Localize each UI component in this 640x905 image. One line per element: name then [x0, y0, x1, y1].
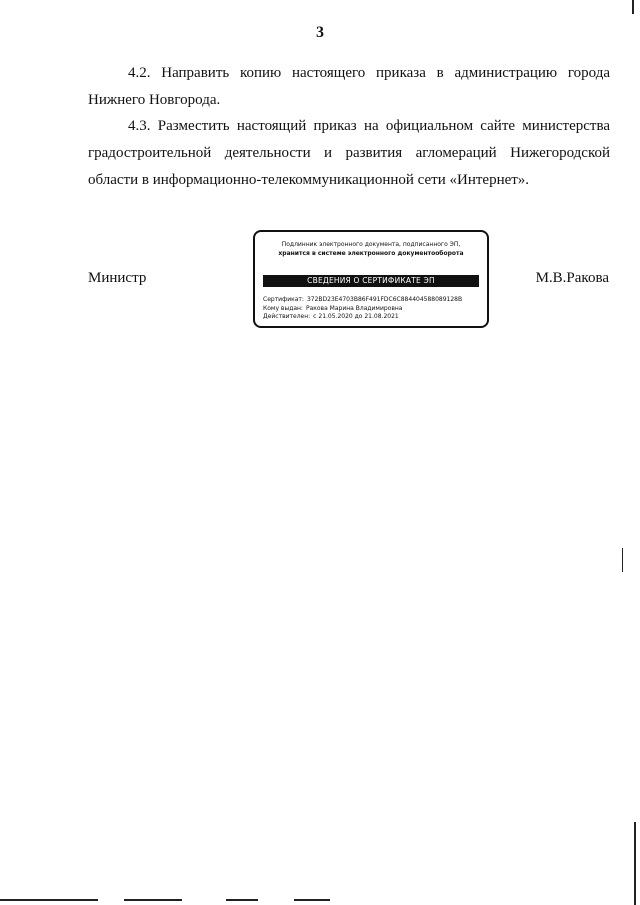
paragraph-4-2: 4.2. Направить копию настоящего приказа в администрацию города Нижнего Новгорода. — [88, 65, 610, 108]
certificate-label: Сертификат: — [263, 296, 304, 303]
validity-row — [263, 313, 481, 322]
stamp-header-line-2: хранится в системе электронного документооборота — [278, 250, 464, 257]
issued-to-label: Кому выдан: — [263, 304, 303, 312]
scan-artifact — [294, 899, 330, 901]
certificate-row — [263, 296, 481, 305]
electronic-signature-stamp — [253, 230, 489, 328]
scan-artifact — [124, 899, 182, 901]
stamp-header — [255, 240, 487, 258]
scan-artifact — [226, 899, 258, 901]
issued-to-row — [263, 305, 481, 314]
stamp-details — [263, 296, 481, 322]
scan-artifact — [634, 822, 636, 905]
stamp-title-bar: СВЕДЕНИЯ О СЕРТИФИКАТЕ ЭП — [263, 275, 479, 287]
stamp-header-line-1: Подлинник электронного документа, подписанного ЭП, — [281, 241, 461, 248]
scan-artifact — [0, 899, 98, 901]
paragraph-4-3: 4.3. Разместить настоящий приказ на официальном сайте министерства градостроительной деятельности и развития агломераций Нижегородской области в информационно-телекоммуникационной сети «Интернет». — [88, 118, 610, 188]
scan-artifact — [632, 0, 634, 14]
validity-label: Действителен: — [263, 313, 311, 320]
validity-value: с 21.05.2020 до 21.08.2021 — [313, 313, 399, 320]
signer-name: М.В.Ракова — [535, 270, 609, 286]
page-number: 3 — [316, 24, 324, 41]
issued-to-value: Ракова Марина Владимировна — [305, 304, 403, 312]
scan-artifact — [622, 548, 623, 572]
signer-position: Министр — [88, 270, 147, 286]
certificate-value: 372BD23E4703B86F491FDC6C884404588089128B — [306, 296, 463, 303]
